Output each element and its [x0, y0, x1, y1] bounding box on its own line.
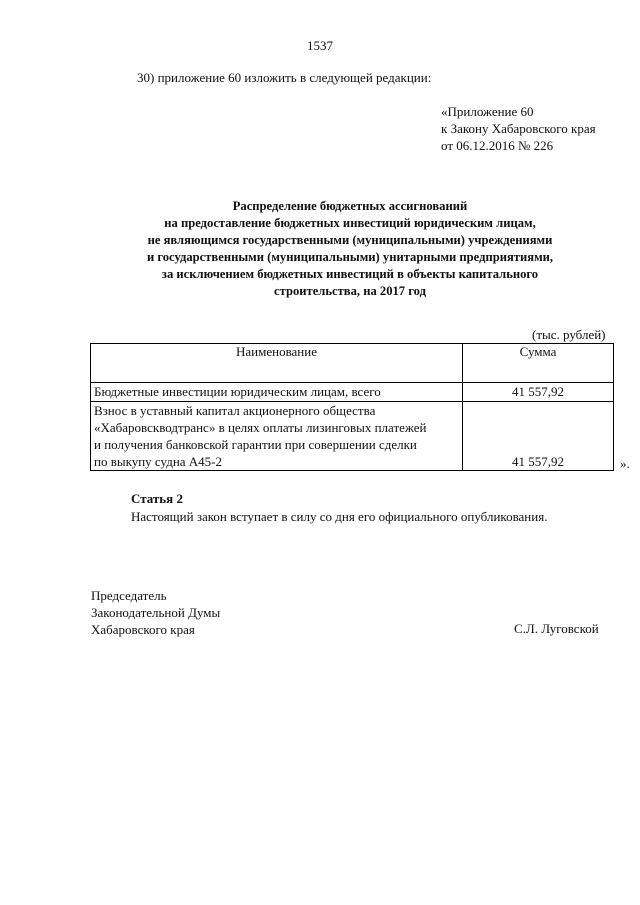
title-line: строительства, на 2017 год [274, 284, 426, 298]
signature-block [91, 587, 220, 638]
row-name-line: «Хабаровскводтранс» в целях оплаты лизинговых платежей [94, 420, 427, 435]
appendix-line: от 06.12.2016 № 226 [441, 138, 554, 153]
signer-name: С.Л. Луговской [514, 621, 599, 636]
row-name-line: по выкупу судна А45-2 [94, 454, 223, 469]
header-sum: Сумма [463, 344, 614, 383]
signature-line: Законодательной Думы [91, 605, 221, 620]
appendix-reference [441, 103, 596, 154]
header-name: Наименование [91, 344, 463, 383]
title-line: Распределение бюджетных ассигнований [232, 199, 468, 213]
title-line: не являющимся государственными (муниципальными) учреждениями [147, 233, 553, 247]
row-sum-value: 41 557,92 [512, 384, 564, 399]
row-sum-value: 41 557,92 [512, 454, 564, 469]
title-line: и государственными (муниципальными) унитарными предприятиями, [146, 250, 554, 264]
closing-quote: ». [620, 456, 630, 471]
title-line: на предоставление бюджетных инвестиций юридическим лицам, [164, 216, 536, 230]
table-header-row [91, 344, 614, 383]
row-name-line: Взнос в уставный капитал акционерного общества [94, 403, 376, 418]
appendix-line: к Закону Хабаровского края [441, 121, 596, 136]
row-name [91, 383, 463, 402]
table-row [91, 402, 614, 471]
appendix-line: «Приложение 60 [441, 104, 534, 119]
intro-paragraph: 30) приложение 60 изложить в следующей редакции: [137, 70, 432, 85]
row-sum [463, 383, 614, 402]
table-row [91, 383, 614, 402]
row-name-line: Бюджетные инвестиции юридическим лицам, всего [94, 384, 381, 399]
units-label: (тыс. рублей) [532, 327, 606, 342]
signature-line: Хабаровского края [91, 622, 195, 637]
title-line: за исключением бюджетных инвестиций в объекты капитального [161, 267, 539, 281]
row-name-line: и получения банковской гарантии при совершении сделки [94, 437, 417, 452]
row-sum [463, 402, 614, 471]
article-title: Статья 2 [131, 491, 183, 506]
budget-table [90, 343, 614, 471]
signature-line: Председатель [91, 588, 167, 603]
row-name [91, 402, 463, 471]
page-number: 1537 [307, 38, 333, 53]
article-text: Настоящий закон вступает в силу со дня его официального опубликования. [131, 509, 548, 524]
document-title [90, 198, 610, 300]
